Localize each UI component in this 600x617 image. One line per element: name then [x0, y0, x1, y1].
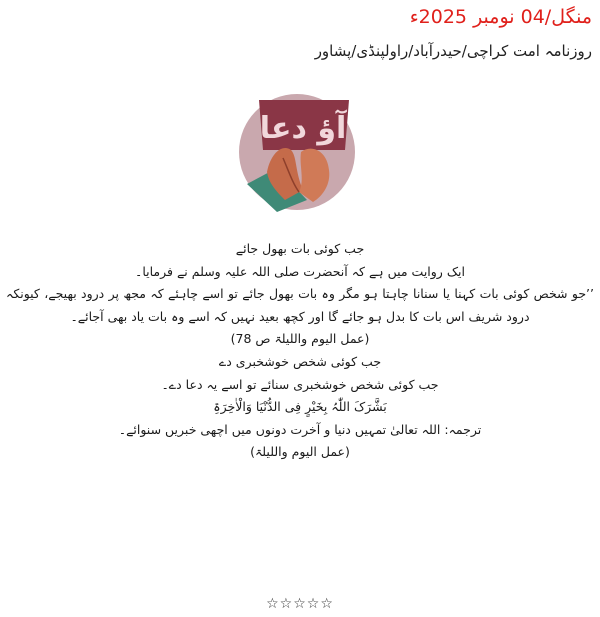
instruction-line: جب کوئی شخص خوشخبری سنائے تو اسے یہ دعا دے۔: [161, 376, 439, 392]
heading-forgetting: جب کوئی بات بھول جائے: [235, 241, 365, 256]
translation-line: ترجمہ: اللہ تعالیٰ تمہیں دنیا و آخرت دونوں میں اچھی خبریں سنوائے۔: [118, 421, 482, 437]
logo-text: آؤ دعا: [259, 111, 347, 146]
article-body: [6, 238, 594, 464]
heading-good-news: جب کوئی شخص خوشخبری دے: [218, 353, 382, 369]
hadith-text: ’’جو شخص کوئی بات کہنا یا سنانا چاہتا ہو مگر وہ بات بھول جائے تو اسے چاہئے کہ مجھ پر درود بھیجے، کیونکہ درود شریف اس بات کا بدل ہو جائے گا اور کچھ بعید نہیں کہ اسے وہ بات یاد بھی آجائے۔: [6, 286, 594, 324]
dua-logo: [237, 92, 357, 212]
reference-line-1: (عمل الیوم واللیلۃ ص 78): [230, 331, 370, 347]
dua-arabic: بَشَّرَکَ اللّٰہُ بِخَیْرٍ فِی الدُّنْیَا وَالْاٰخِرَۃِ: [213, 399, 387, 415]
reference-line-2: (عمل الیوم واللیلۃ): [250, 444, 350, 460]
newspaper-source: روزنامہ امت کراچی/حیدرآباد/راولپنڈی/پشاور: [314, 42, 592, 60]
narration-line: ایک روایت میں ہے کہ آنحضرت صلی اللہ علیہ وسلم نے فرمایا۔: [135, 263, 465, 279]
footer-stars: ☆☆☆☆☆: [266, 596, 334, 612]
date-line: منگل/04 نومبر 2025ء: [409, 6, 592, 28]
